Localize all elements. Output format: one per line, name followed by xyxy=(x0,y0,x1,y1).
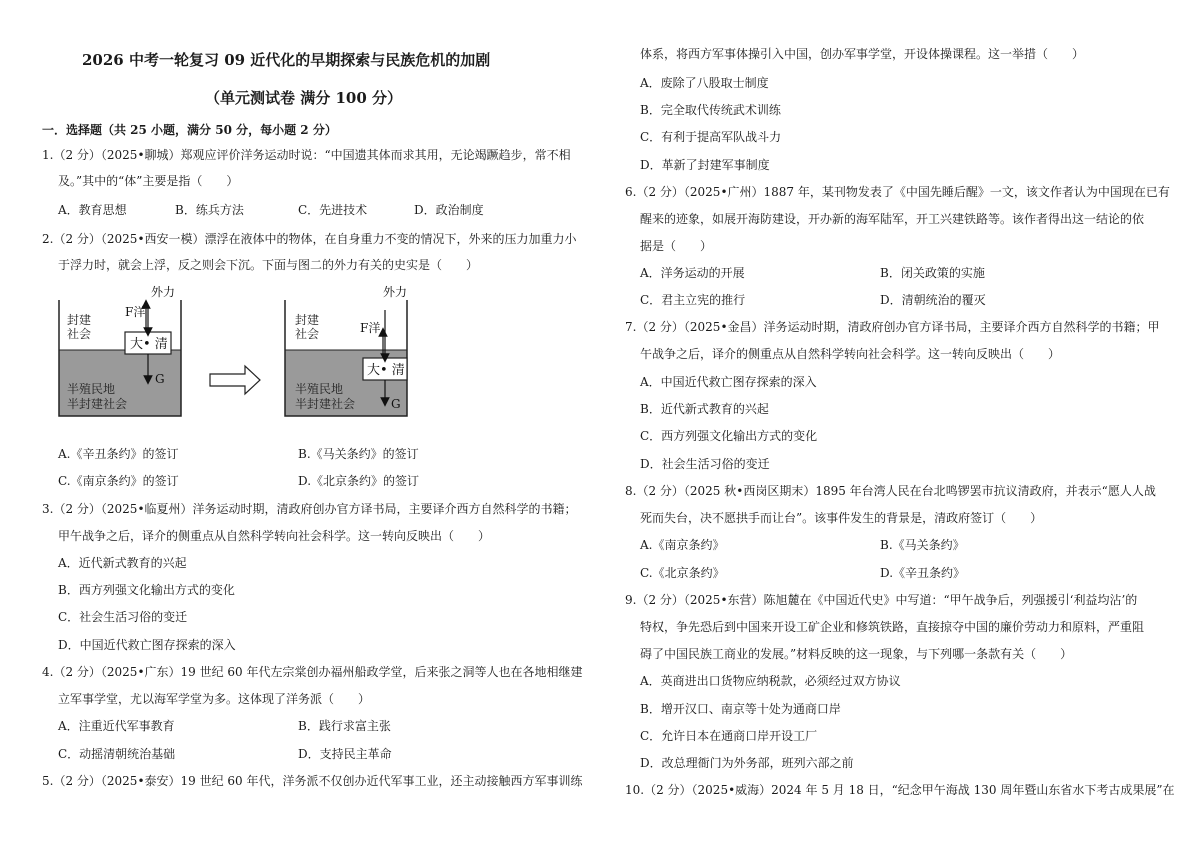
q4-option-c: C．动摇清朝统治基础 xyxy=(58,747,176,761)
q5-line2: 体系，将西方军事体操引入中国，创办军事学堂，开设体操课程。这一举措（ ） xyxy=(640,47,1085,61)
q7-option-d: D．社会生活习俗的变迁 xyxy=(640,457,770,471)
q5-option-a: A．废除了八股取士制度 xyxy=(640,76,769,90)
section-heading: 一．选择题（共 25 小题，满分 50 分，每小题 2 分） xyxy=(42,123,337,137)
svg-text:社会: 社会 xyxy=(67,327,92,341)
q2-option-d: D.《北京条约》的签订 xyxy=(298,474,420,488)
q4-option-d: D．支持民主革命 xyxy=(298,747,392,761)
q9-option-a: A．英商进出口货物应纳税款，必须经过双方协议 xyxy=(640,674,901,688)
q3-option-c: C．社会生活习俗的变迁 xyxy=(58,610,188,624)
q2-option-a: A.《辛丑条约》的签订 xyxy=(58,447,179,461)
q9-line3: 碍了中国民族工商业的发展。”材料反映的这一现象，与下列哪一条款有关（ ） xyxy=(640,647,1073,661)
q4-line2: 立军事学堂，尤以海军学堂为多。这体现了洋务派（ ） xyxy=(58,692,371,706)
q9-option-c: C．允许日本在通商口岸开设工厂 xyxy=(640,729,818,743)
container-after xyxy=(285,284,407,416)
q1-option-b: B．练兵方法 xyxy=(175,203,244,217)
q9-option-d: D．改总理衙门为外务部，班列六部之前 xyxy=(640,756,854,770)
label-semicolonial-1: 半殖民地 xyxy=(67,382,116,396)
q2-option-c: C.《南京条约》的签订 xyxy=(58,474,179,488)
q7-option-b: B．近代新式教育的兴起 xyxy=(640,402,769,416)
svg-text:大• 清: 大• 清 xyxy=(367,363,405,378)
q6-option-b: B．闭关政策的实施 xyxy=(880,266,985,280)
q8-line1: 8.（2 分）（2025 秋•西岗区期末）1895 年台湾人民在台北鸣锣罢市抗议清政府，并表示“愿人人战 xyxy=(625,484,1156,498)
q8-option-d: D.《辛丑条约》 xyxy=(880,566,966,580)
q2-line1: 2.（2 分）（2025•西安一模）漂浮在液体中的物体，在自身重力不变的情况下，外来的压力加重力小 xyxy=(42,232,577,246)
q9-line1: 9.（2 分）（2025•东营）陈旭麓在《中国近代史》中写道：“甲午战争后，列强援引‘利益均沾’的 xyxy=(625,593,1138,607)
force-external-1: 外力 xyxy=(151,285,176,299)
q4-option-a: A．注重近代军事教育 xyxy=(58,719,175,733)
gravity-1: G xyxy=(155,372,165,386)
q8-line2: 死而失台，决不愿拱手而让台”。该事件发生的背景是，清政府签订（ ） xyxy=(640,511,1043,525)
q3-option-d: D．中国近代救亡图存探索的深入 xyxy=(58,638,236,652)
q6-option-d: D．清朝统治的覆灭 xyxy=(880,293,986,307)
q4-option-b: B．践行求富主张 xyxy=(298,719,391,733)
q4-line1: 4.（2 分）（2025•广东）19 世纪 60 年代左宗棠创办福州船政学堂，后来张之洞等人也在各地相继建 xyxy=(42,665,583,679)
svg-text:半封建社会: 半封建社会 xyxy=(67,397,128,411)
title-line1: 2026 中考一轮复习 09 近代化的早期探索与民族危机的加剧 xyxy=(82,51,491,69)
svg-text:大• 清: 大• 清 xyxy=(130,337,168,352)
q7-option-c: C．西方列强文化输出方式的变化 xyxy=(640,429,818,443)
force-external-2: 外力 xyxy=(383,285,408,299)
transition-arrow xyxy=(210,366,260,394)
label-semicolonial-2: 半殖民地 xyxy=(295,382,344,396)
q7-option-a: A．中国近代救亡图存探索的深入 xyxy=(640,375,817,389)
q1-option-a: A．教育思想 xyxy=(58,203,127,217)
q8-option-c: C.《北京条约》 xyxy=(640,566,725,580)
q10-line1: 10.（2 分）（2025•威海）2024 年 5 月 18 日，“纪念甲午海战 130 周年暨山东省水下考古成果展”在 xyxy=(625,783,1175,797)
q3-option-b: B．西方列强文化输出方式的变化 xyxy=(58,583,235,597)
q2-line2: 于浮力时，就会上浮，反之则会下沉。下面与图二的外力有关的史实是（ ） xyxy=(58,258,479,272)
q3-line1: 3.（2 分）（2025•临夏州）洋务运动时期，清政府创办官方译书局，主要译介西方自然科学的书籍； xyxy=(42,502,577,516)
q2-figure xyxy=(55,280,425,430)
q5-option-c: C．有利于提高军队战斗力 xyxy=(640,130,782,144)
force-buoyancy-1: F洋 xyxy=(125,305,146,319)
label-feudal-1: 封建 xyxy=(67,313,92,327)
q5-option-b: B．完全取代传统武术训练 xyxy=(640,103,781,117)
q1-line2: 及。”其中的“体”主要是指（ ） xyxy=(58,174,239,188)
q9-option-b: B．增开汉口、南京等十处为通商口岸 xyxy=(640,702,841,716)
q3-line2: 甲午战争之后，译介的侧重点从自然科学转向社会科学。这一转向反映出（ ） xyxy=(58,529,491,543)
q5-line1: 5.（2 分）（2025•泰安）19 世纪 60 年代，洋务派不仅创办近代军事工业，还主动接触西方军事训练 xyxy=(42,774,583,788)
q8-option-b: B.《马关条约》 xyxy=(880,538,965,552)
svg-text:半封建社会: 半封建社会 xyxy=(295,397,356,411)
container-before xyxy=(59,284,181,416)
q2-option-b: B.《马关条约》的签订 xyxy=(298,447,419,461)
q5-option-d: D．革新了封建军事制度 xyxy=(640,158,770,172)
q1-option-c: C．先进技术 xyxy=(298,203,368,217)
q8-option-a: A.《南京条约》 xyxy=(640,538,725,552)
label-feudal-2: 封建 xyxy=(295,313,320,327)
gravity-2: G xyxy=(391,397,401,411)
q6-option-a: A．洋务运动的开展 xyxy=(640,266,745,280)
title-line2: （单元测试卷 满分 100 分） xyxy=(205,89,402,107)
q6-line1: 6.（2 分）（2025•广州）1887 年，某刊物发表了《中国先睡后醒》一文，该文作者认为中国现在已有 xyxy=(625,185,1170,199)
force-buoyancy-2: F洋 xyxy=(360,321,381,335)
q7-line2: 午战争之后，译介的侧重点从自然科学转向社会科学。这一转向反映出（ ） xyxy=(640,347,1061,361)
q6-line3: 据是（ ） xyxy=(640,239,713,253)
q7-line1: 7.（2 分）（2025•金昌）洋务运动时期，清政府创办官方译书局，主要译介西方自然科学的书籍；甲 xyxy=(625,320,1160,334)
q1-line1: 1.（2 分）（2025•聊城）郑观应评价洋务运动时说：“中国遗其体而求其用，无论竭蹶趋步，常不相 xyxy=(42,148,571,162)
q1-option-d: D．政治制度 xyxy=(414,203,484,217)
q6-option-c: C．君主立宪的推行 xyxy=(640,293,746,307)
svg-text:社会: 社会 xyxy=(295,327,320,341)
q3-option-a: A．近代新式教育的兴起 xyxy=(58,556,187,570)
q9-line2: 特权，争先恐后到中国来开设工矿企业和修筑铁路，直接掠夺中国的廉价劳动力和原料，严重阻 xyxy=(640,620,1145,634)
q6-line2: 醒来的迹象，如展开海防建设，开办新的海军陆军，开工兴建铁路等。该作者得出这一结论的依 xyxy=(640,212,1145,226)
